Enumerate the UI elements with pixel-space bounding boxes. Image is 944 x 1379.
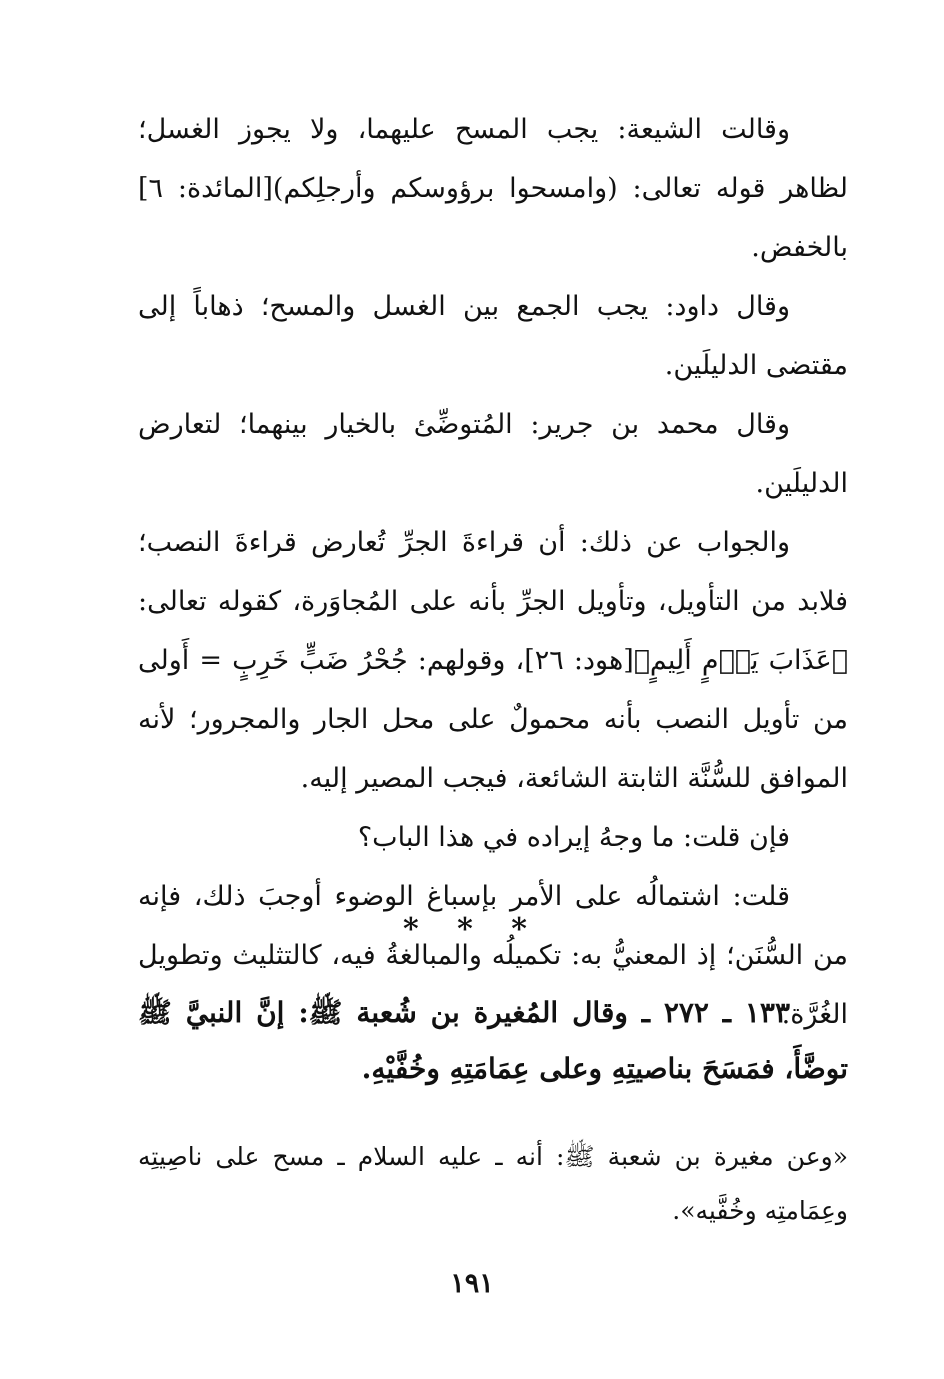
paragraph-dawud-opinion: وقال داود: يجب الجمع بين الغسل والمسح؛ ذهاباً إلى مقتضى الدليلَين. [138, 291, 848, 381]
paragraph-question: فإن قلت: ما وجهُ إيراده في هذا الباب؟ [357, 822, 790, 853]
hadith-text: ١٣٣ ـ ٢٧٢ ـ وقال المُغيرة بن شُعبة ﷺ: إنَّ النبيَّ ﷺ توضَّأَ، فمَسَحَ بناصيتِهِ وعلى عِمَامَتِهِ وخُفَّيْهِ. [138, 996, 848, 1085]
section-separator: * * * [403, 912, 541, 947]
page-number: ١٩١ [450, 1268, 494, 1299]
paragraph-shia-opinion: وقالت الشيعة: يجب المسح عليهما، ولا يجوز الغسل؛ لظاهر قوله تعالى: (وامسحوا برؤوسكم وأرجلِكم)[المائدة: ٦] بالخفض. [138, 114, 848, 263]
paragraph-answer: قلت: اشتمالُه على الأمر بإسباغ الوضوء أوجبَ ذلك، فإنه من السُّنَن؛ إذ المعنيُّ به: تكميلُه والمبالغةُ فيه، كالتثليث وتطويل الغُرَّة. [138, 881, 848, 1030]
paragraph-response: والجواب عن ذلك: أن قراءةَ الجرِّ تُعارض قراءةَ النصب؛ فلابد من التأويل، وتأويل الجرِّ بأنه على المُجاوَرة، كقوله تعالى: ﴿عَذَابَ يَوۡمٍ أَلِيمٍ﴾[هود: ٢٦]، وقولهم: جُحْرُ ضَبٍّ خَرِبٍ = أَولى من تأويل النصب بأنه محمولٌ على محل الجار والمجرور؛ لأنه الموافق للسُّنَّة الثابتة الشائعة، فيجب المصير إليه. [138, 527, 848, 794]
commentary-text [138, 100, 848, 1044]
hadith-quote: «وعن مغيرة بن شعبة ﷺ: أنه ـ عليه السلام ـ مسح على ناصِيتِه وعِمَامتِه وخُفَّيه». [138, 1142, 848, 1225]
paragraph-ibn-jarir-opinion: وقال محمد بن جرير: المُتوضِّئ بالخيار بينهما؛ لتعارض الدليلَين. [138, 409, 848, 499]
